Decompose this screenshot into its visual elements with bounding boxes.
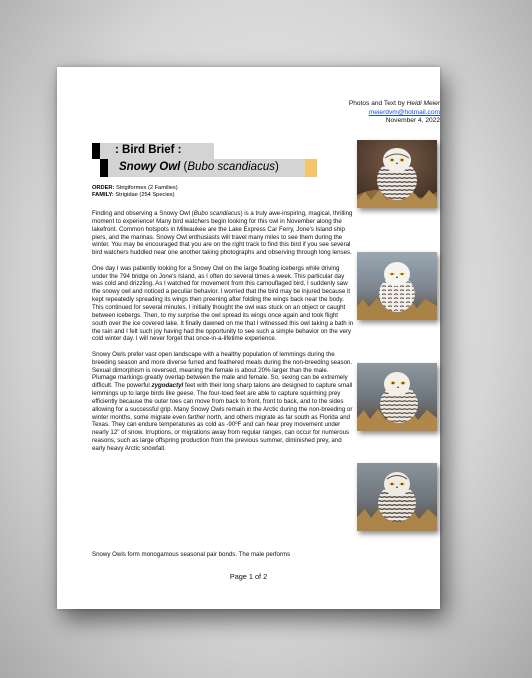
p3-zygodactyl: zygodactyl xyxy=(151,382,184,390)
document-page xyxy=(57,67,440,609)
family-value: Strigidae (254 Species) xyxy=(113,192,175,199)
snowy-owl-photo-2 xyxy=(357,252,437,320)
species-title xyxy=(119,161,279,173)
order-label: ORDER: xyxy=(92,185,115,191)
snowy-owl-photo-4 xyxy=(357,463,437,531)
p3-farther: farther xyxy=(187,413,206,421)
p1-scientific-name: Bubo scandiacus xyxy=(193,210,241,217)
paragraph-4: Snowy Owls form monogamous seasonal pair bonds. The male performs xyxy=(92,551,291,558)
snowy-owl-photo-3 xyxy=(357,363,437,431)
paragraph-3 xyxy=(92,351,354,453)
title-accent-black-bottom xyxy=(100,159,108,177)
paren-open: ( xyxy=(180,161,188,173)
p1-text-a: Finding and observing a Snowy Owl ( xyxy=(92,210,194,217)
title-accent-black-top xyxy=(92,143,100,159)
page-number: Page 1 of 2 xyxy=(229,572,268,581)
article-body xyxy=(92,210,354,558)
publish-date: November 4, 2022 xyxy=(385,117,440,125)
order-value: Strigiformes (2 Families) xyxy=(114,185,178,191)
paragraph-1 xyxy=(92,210,354,257)
family-label: FAMILY: xyxy=(92,192,114,199)
author-prefix: Photos and Text by xyxy=(348,100,407,107)
email-link[interactable]: meierdvm@hotmail.com xyxy=(368,108,440,116)
author-line xyxy=(280,100,440,109)
scientific-name: Bubo scandiacus xyxy=(187,161,275,173)
paren-close: ) xyxy=(274,161,279,173)
author-name: Heidi Meier xyxy=(406,100,440,107)
taxonomy-block xyxy=(92,185,317,199)
credits-block xyxy=(280,100,440,126)
p3-text-c: north, and others migrate as far south as Florida and Texas. They can endure temperatures as cold as -90ºF and can hear prey movement under nearly 12" of snow. Irruptions, or migrations away from regular ranges, can occur for numerous reasons, such as large offspring production from the previous summer, diminished prey, and early heavy Arctic snowfall. xyxy=(92,413,351,452)
paragraph-2: One day I was patiently looking for a Snowy Owl on the large floating icebergs while driving under the 794 bridge on Jone's Island, as I often do several times a week. This particular day was cold and drizzling. As I watched for movement from this camouflaged bird, I suddenly saw the snowy owl and noticed a peculiar behavior. I worried that the bird may be injured because it kept repeatedly spreading its wings then preening after folding the wings back near the body. This continued for several minutes. I initially thought the owl was stuck on an object or caught between icebergs. Then, to my surprise the owl spread its wings once again and took flight south over the ice covered lake. It finally dawned on me that I witnessed this owl taking a bath in the rain and I felt such joy having had the opportunity to see such a simple behavior on the very cold winter day. I will never forget that once-in-a-lifetime experience. xyxy=(92,264,354,343)
title-block xyxy=(92,143,317,177)
snowy-owl-photo-1 xyxy=(357,140,437,208)
common-name: Snowy Owl xyxy=(119,161,181,173)
title-accent-yellow xyxy=(305,159,317,177)
p3-text-b: feet with their long sharp talons are designed to capture small lemmings up to large birds like geese. The four-toed feet are able to capture squirming prey efficiently because the outer toes can move from back to front, front to back, and to the sides allowing for a successful grip. Many Snowy Owls remain in the Arctic during the non-breeding or winter months, some migrate even xyxy=(92,382,353,421)
p3-text-a: Snowy Owls prefer vast open landscape with a healthy population of lemmings during the breeding season and more diverse furred and feathered meals during the non-breeding season. Sexual dimorphism is reversed, meaning the female is about 20% larger than the male. Plumage markings greatly overlap between the male and female. So, sexing can be extremely difficult. The powerful xyxy=(92,350,353,390)
p1-text-b: ) is a truly awe-inspiring, magical, thrilling moment to experience! Many bird watchers begin looking for this owl in November along the lakefront. Common hotspots in Milwaukee are the Lake Express Car Ferry, Jone's Island ship piers, and the marinas. Snowy Owl enthusiasts will travel many miles to see them during the winter. You may be encouraged that you are on the right track to find this bird if you see several bird watchers huddled near one another taking photographs and observing through long lenses. xyxy=(92,210,353,257)
bird-brief-heading: : Bird Brief : xyxy=(115,144,182,156)
